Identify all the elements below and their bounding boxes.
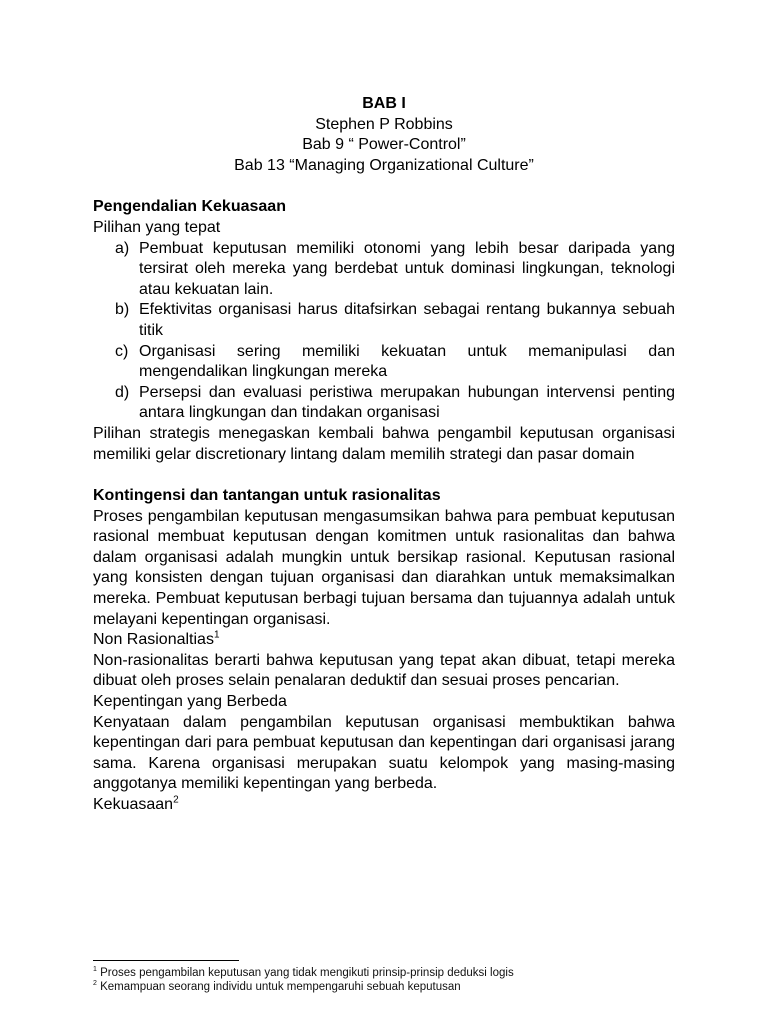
power-heading-text: Kekuasaan [93, 796, 174, 813]
bab9-line: Bab 9 “ Power-Control” [302, 136, 466, 154]
list-item [93, 239, 675, 301]
interests-heading: Kepentingan yang Berbeda [93, 693, 287, 711]
rationality-paragraph: Proses pengambilan keputusan mengasumsikan bahwa para pembuat keputusan rasional membuat keputusan dengan komitmen untuk rasionalitas dan bahwa dalam organisasi adalah mungkin untuk bersikap rasional. Keputusan rasional yang konsisten dengan tujuan organisasi dan diarahkan untuk memaksimalkan mereka. Pembuat keputusan berbagi tujuan bersama dan tujuannya adalah untuk melayani kepentingan organisasi. [93, 507, 675, 628]
list-item [93, 300, 675, 341]
footnote-ref-2[interactable]: 2 [173, 794, 179, 806]
footnotes [93, 966, 675, 994]
list-item [93, 383, 675, 424]
list-item-text: Organisasi sering memiliki kekuatan untuk memanipulasi dan mengendalikan lingkungan mereka [139, 342, 675, 381]
footnote-separator [93, 960, 239, 961]
spacer [93, 465, 675, 486]
chapter-title: BAB I [362, 95, 406, 112]
list-marker: a) [115, 239, 130, 257]
interests-paragraph: Kenyataan dalam pengambilan keputusan organisasi membuktikan bahwa kepentingan dari para pembuat keputusan dan kepentingan dari organisasi jarang sama. Karena organisasi merupakan suatu kelompok yang masing-masing anggotanya memiliki kepentingan yang berbeda. [93, 713, 675, 793]
footnote-mark: 1 [93, 966, 97, 974]
choice-list [93, 239, 675, 424]
list-item-text: Pembuat keputusan memiliki otonomi yang lebih besar daripada yang tersirat oleh mereka yang berdebat untuk dominasi lingkungan, teknologi atau kekuatan lain. [139, 239, 675, 298]
section-subheading: Pilihan yang tepat [93, 218, 221, 236]
bab13-line: Bab 13 “Managing Organizational Culture” [234, 156, 534, 174]
spacer [93, 176, 675, 197]
list-marker: c) [115, 342, 129, 360]
nonrational-heading [93, 630, 675, 651]
section-heading-power-control: Pengendalian Kekuasaan [93, 198, 286, 216]
footnote-2 [93, 980, 675, 994]
strategic-choice-paragraph: Pilihan strategis menegaskan kembali bahwa pengambil keputusan organisasi memiliki gelar discretionary lintang dalam memilih strategi dan pasar domain [93, 424, 675, 463]
footnote-ref-1[interactable]: 1 [213, 629, 220, 641]
footnote-text: Kemampuan seorang individu untuk mempengaruhi sebuah keputusan [96, 981, 461, 993]
nonrational-paragraph: Non-rasionalitas berarti bahwa keputusan yang tepat akan dibuat, tetapi mereka dibuat oleh proses selain penalaran deduktif dan sesuai proses pencarian. [93, 651, 675, 690]
footnote-1 [93, 966, 675, 980]
power-heading [93, 795, 675, 816]
page-content [93, 94, 675, 816]
footnote-mark: 2 [93, 980, 97, 988]
list-marker: b) [115, 301, 130, 319]
nonrational-heading-text: Non Rasionaltias [93, 631, 214, 649]
footnote-text: Proses pengambilan keputusan yang tidak mengikuti prinsip-prinsip deduksi logis [96, 967, 514, 979]
author-line: Stephen P Robbins [315, 115, 453, 133]
list-item-text: Efektivitas organisasi harus ditafsirkan sebagai rentang bukannya sebuah titik [139, 301, 675, 339]
list-marker: d) [115, 383, 130, 401]
list-item [93, 342, 675, 383]
section-heading-contingency: Kontingensi dan tantangan untuk rasionalitas [93, 487, 441, 505]
list-item-text: Persepsi dan evaluasi peristiwa merupakan hubungan intervensi penting antara lingkungan dan tindakan organisasi [139, 383, 675, 422]
